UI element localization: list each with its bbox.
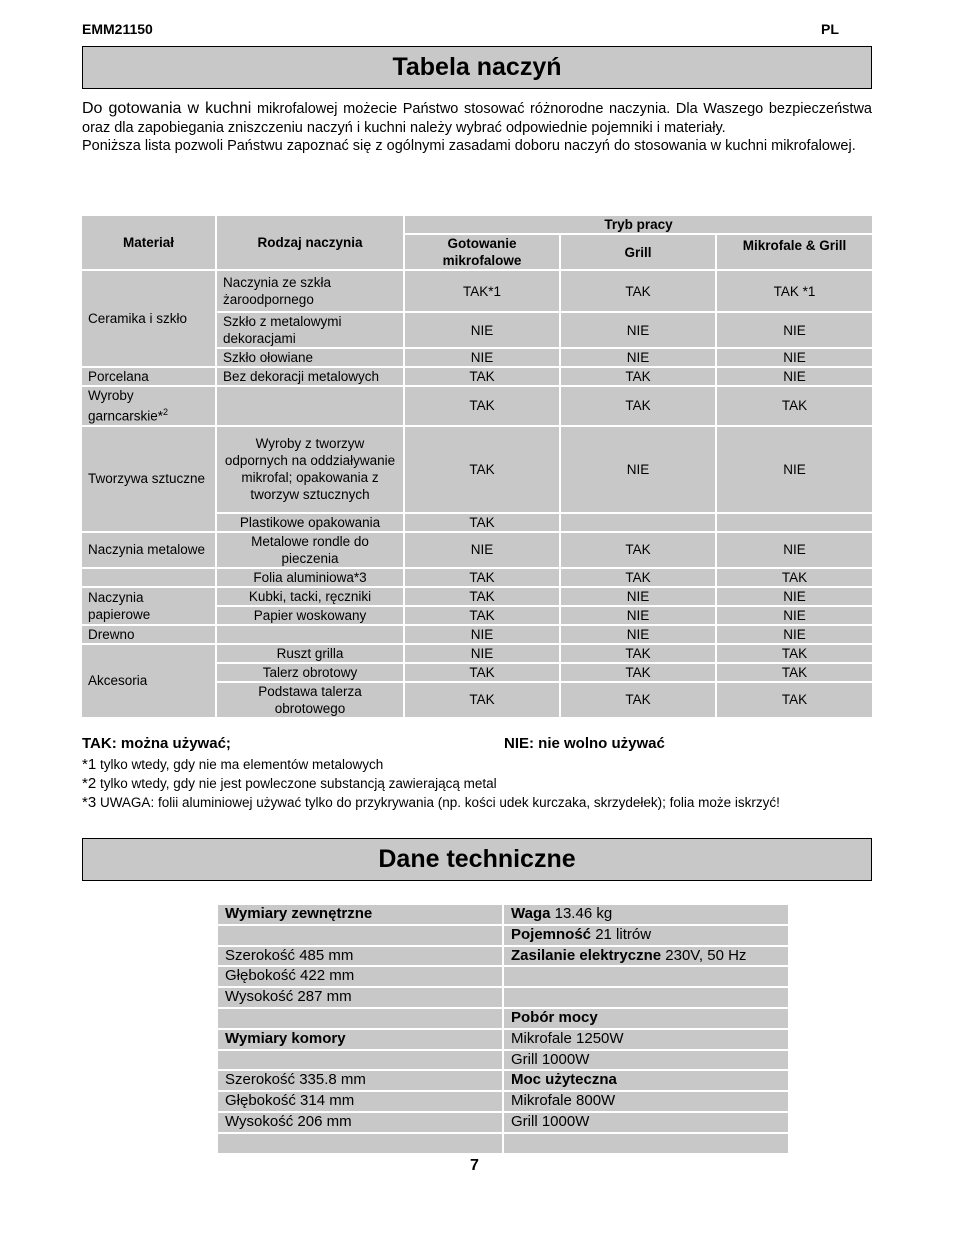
table-row bbox=[218, 1113, 788, 1132]
combi-cell: NIE bbox=[717, 588, 872, 605]
combi-cell: TAK *1 bbox=[717, 271, 872, 311]
microwave-cell: TAK bbox=[405, 427, 559, 512]
specs-table bbox=[216, 903, 790, 1155]
spec-value: 230V, 50 Hz bbox=[661, 946, 747, 964]
vessel-cell: Plastikowe opakowania bbox=[217, 514, 403, 531]
header-mode: Tryb pracy bbox=[405, 216, 872, 233]
vessel-table bbox=[80, 214, 874, 719]
spec-label: Moc użyteczna bbox=[511, 1071, 617, 1089]
spec-right-cell bbox=[504, 947, 788, 966]
footnote: *2 tylko wtedy, gdy nie jest powleczone substancją zawierającą metal bbox=[82, 775, 497, 792]
spec-left-cell bbox=[218, 1092, 502, 1111]
microwave-cell: TAK bbox=[405, 514, 559, 531]
table-row bbox=[82, 626, 872, 643]
table-row bbox=[82, 533, 872, 567]
spec-right-cell bbox=[504, 926, 788, 945]
group-label bbox=[82, 569, 215, 586]
microwave-cell: NIE bbox=[405, 313, 559, 347]
table-row bbox=[218, 1134, 788, 1153]
spec-label: Waga bbox=[511, 905, 551, 922]
table-row bbox=[218, 1092, 788, 1111]
spec-value: Grill 1000W bbox=[511, 1050, 590, 1068]
header-microwave: Gotowanie mikrofalowe bbox=[405, 235, 559, 269]
combi-cell: NIE bbox=[717, 313, 872, 347]
grill-cell: TAK bbox=[561, 368, 715, 385]
combi-cell: TAK bbox=[717, 683, 872, 717]
legend bbox=[82, 735, 872, 752]
spec-left-cell bbox=[218, 905, 502, 924]
grill-cell: TAK bbox=[561, 533, 715, 567]
group-label: Drewno bbox=[82, 626, 215, 643]
footnote: *3 UWAGA: folii aluminiowej używać tylko do przykrywania (np. kości udek kurczaka, skrzydełek); folia może iskrzyć! bbox=[82, 794, 780, 811]
spec-right-cell bbox=[504, 967, 788, 986]
microwave-cell: TAK*1 bbox=[405, 271, 559, 311]
spec-value: Wysokość 287 mm bbox=[225, 988, 352, 1006]
vessel-cell: Folia aluminiowa*3 bbox=[217, 569, 403, 586]
spec-value: Szerokość 485 mm bbox=[225, 946, 354, 964]
table-row bbox=[218, 905, 788, 924]
grill-cell: TAK bbox=[561, 569, 715, 586]
grill-cell: NIE bbox=[561, 588, 715, 605]
group-label: Ceramika i szkło bbox=[82, 271, 215, 366]
spec-left-cell bbox=[218, 1051, 502, 1070]
spec-value: Mikrofale 1250W bbox=[511, 1029, 624, 1047]
spec-value: Grill 1000W bbox=[511, 1112, 590, 1130]
grill-cell: TAK bbox=[561, 271, 715, 311]
table-row bbox=[218, 988, 788, 1007]
spec-label: Wymiary zewnętrzne bbox=[225, 905, 373, 922]
table-row bbox=[82, 588, 872, 605]
header-vessel: Rodzaj naczynia bbox=[217, 216, 403, 269]
spec-value: Wysokość 206 mm bbox=[225, 1112, 352, 1130]
spec-value: Mikrofale 800W bbox=[511, 1092, 616, 1110]
vessel-cell: Wyroby z tworzyw odpornych na oddziaływanie mikrofal; opakowania z tworzyw sztucznych bbox=[217, 427, 403, 512]
microwave-cell: NIE bbox=[405, 349, 559, 366]
group-label: Porcelana bbox=[82, 368, 215, 385]
vessel-cell: Podstawa talerza obrotowego bbox=[217, 683, 403, 717]
combi-cell: NIE bbox=[717, 533, 872, 567]
vessel-cell: Metalowe rondle do pieczenia bbox=[217, 533, 403, 567]
grill-cell: TAK bbox=[561, 683, 715, 717]
table-row bbox=[82, 427, 872, 512]
microwave-cell: TAK bbox=[405, 387, 559, 425]
microwave-cell: TAK bbox=[405, 607, 559, 624]
vessel-cell: Talerz obrotowy bbox=[217, 664, 403, 681]
spec-right-cell bbox=[504, 1051, 788, 1070]
table-row bbox=[218, 947, 788, 966]
spec-left-cell bbox=[218, 1134, 502, 1153]
footnote: *1 tylko wtedy, gdy nie ma elementów metalowych bbox=[82, 756, 384, 773]
spec-value: Szerokość 335.8 mm bbox=[225, 1071, 366, 1089]
combi-cell: NIE bbox=[717, 349, 872, 366]
grill-cell: TAK bbox=[561, 387, 715, 425]
section-title-specs: Dane techniczne bbox=[82, 838, 872, 881]
language-code: PL bbox=[821, 21, 839, 37]
spec-label: Pojemność bbox=[511, 925, 592, 943]
grill-cell: NIE bbox=[561, 427, 715, 512]
table-row bbox=[218, 1051, 788, 1070]
spec-label: Wymiary komory bbox=[225, 1029, 346, 1047]
spec-label: Pobór mocy bbox=[511, 1008, 598, 1026]
spec-left-cell bbox=[218, 1113, 502, 1132]
header-material: Materiał bbox=[82, 216, 215, 269]
spec-right-cell bbox=[504, 1071, 788, 1090]
intro-paragraph-1: Do gotowania w kuchni mikrofalowej możecie Państwo stosować różnorodne naczynia. Dla Waszego bezpieczeństwa oraz dla zapobiegania zniszczeniu naczyń i kuchni należy wybrać odpowiednie pojemniki i materiały. bbox=[82, 100, 872, 136]
combi-cell: NIE bbox=[717, 626, 872, 643]
table-row bbox=[218, 926, 788, 945]
vessel-cell: Papier woskowany bbox=[217, 607, 403, 624]
table-row bbox=[218, 1030, 788, 1049]
table-row bbox=[82, 387, 872, 425]
spec-right-cell bbox=[504, 905, 788, 924]
grill-cell: NIE bbox=[561, 607, 715, 624]
combi-cell: TAK bbox=[717, 387, 872, 425]
group-label: Wyroby garncarskie*$^2$ bbox=[82, 387, 215, 425]
intro-paragraph-2: Poniższa lista pozwoli Państwu zapoznać się z ogólnymi zasadami doboru naczyń do stosowania w kuchni mikrofalowej. bbox=[82, 138, 856, 154]
spec-value: 21 litrów bbox=[591, 925, 652, 943]
microwave-cell: TAK bbox=[405, 588, 559, 605]
page-number: 7 bbox=[470, 1157, 479, 1174]
spec-right-cell bbox=[504, 1092, 788, 1111]
table-row bbox=[82, 271, 872, 311]
grill-cell: NIE bbox=[561, 626, 715, 643]
grill-cell: NIE bbox=[561, 349, 715, 366]
grill-cell: TAK bbox=[561, 645, 715, 662]
vessel-cell: Kubki, tacki, ręczniki bbox=[217, 588, 403, 605]
spec-value: Głębokość 314 mm bbox=[225, 1092, 355, 1110]
intro-text bbox=[82, 100, 872, 156]
legend-nie: NIE: nie wolno używać bbox=[504, 735, 665, 752]
spec-right-cell bbox=[504, 1009, 788, 1028]
group-label: Tworzywa sztuczne bbox=[82, 427, 215, 531]
combi-cell: TAK bbox=[717, 569, 872, 586]
vessel-cell bbox=[217, 387, 403, 425]
spec-right-cell bbox=[504, 1113, 788, 1132]
vessel-cell: Szkło ołowiane bbox=[217, 349, 403, 366]
combi-cell: NIE bbox=[717, 607, 872, 624]
combi-cell: NIE bbox=[717, 368, 872, 385]
table-row bbox=[218, 1009, 788, 1028]
microwave-cell: TAK bbox=[405, 368, 559, 385]
table-row bbox=[82, 645, 872, 662]
spec-left-cell bbox=[218, 967, 502, 986]
microwave-cell: TAK bbox=[405, 664, 559, 681]
microwave-cell: TAK bbox=[405, 683, 559, 717]
table-row bbox=[82, 569, 872, 586]
spec-left-cell bbox=[218, 1009, 502, 1028]
microwave-cell: TAK bbox=[405, 569, 559, 586]
header-grill: Grill bbox=[561, 235, 715, 269]
spec-value: Głębokość 422 mm bbox=[225, 967, 355, 985]
grill-cell: NIE bbox=[561, 313, 715, 347]
spec-left-cell bbox=[218, 1030, 502, 1049]
footnotes bbox=[82, 755, 872, 812]
table-row bbox=[218, 1071, 788, 1090]
microwave-cell: NIE bbox=[405, 626, 559, 643]
grill-cell: TAK bbox=[561, 664, 715, 681]
group-label: Naczynia metalowe bbox=[82, 533, 215, 567]
vessel-cell bbox=[217, 626, 403, 643]
table-row bbox=[82, 368, 872, 385]
spec-value: 13.46 kg bbox=[550, 905, 613, 922]
combi-cell: TAK bbox=[717, 664, 872, 681]
section-title-vessels: Tabela naczyń bbox=[82, 46, 872, 89]
vessel-cell: Bez dekoracji metalowych bbox=[217, 368, 403, 385]
table-row bbox=[218, 967, 788, 986]
microwave-cell: NIE bbox=[405, 645, 559, 662]
grill-cell bbox=[561, 514, 715, 531]
spec-right-cell bbox=[504, 1030, 788, 1049]
spec-right-cell bbox=[504, 1134, 788, 1153]
legend-tak: TAK: można używać; bbox=[82, 735, 231, 752]
group-label: Naczynia papierowe bbox=[82, 588, 215, 624]
spec-left-cell bbox=[218, 926, 502, 945]
spec-left-cell bbox=[218, 988, 502, 1007]
vessel-cell: Naczynia ze szkła żaroodpornego bbox=[217, 271, 403, 311]
microwave-cell: NIE bbox=[405, 533, 559, 567]
combi-cell: TAK bbox=[717, 645, 872, 662]
header-combi: Mikrofale & Grill bbox=[717, 235, 872, 269]
combi-cell bbox=[717, 514, 872, 531]
spec-right-cell bbox=[504, 988, 788, 1007]
spec-left-cell bbox=[218, 1071, 502, 1090]
combi-cell: NIE bbox=[717, 427, 872, 512]
spec-left-cell bbox=[218, 947, 502, 966]
vessel-cell: Szkło z metalowymi dekoracjami bbox=[217, 313, 403, 347]
group-label: Akcesoria bbox=[82, 645, 215, 717]
model-number: EMM21150 bbox=[82, 21, 153, 37]
spec-label: Zasilanie elektryczne bbox=[511, 946, 662, 964]
vessel-cell: Ruszt grilla bbox=[217, 645, 403, 662]
